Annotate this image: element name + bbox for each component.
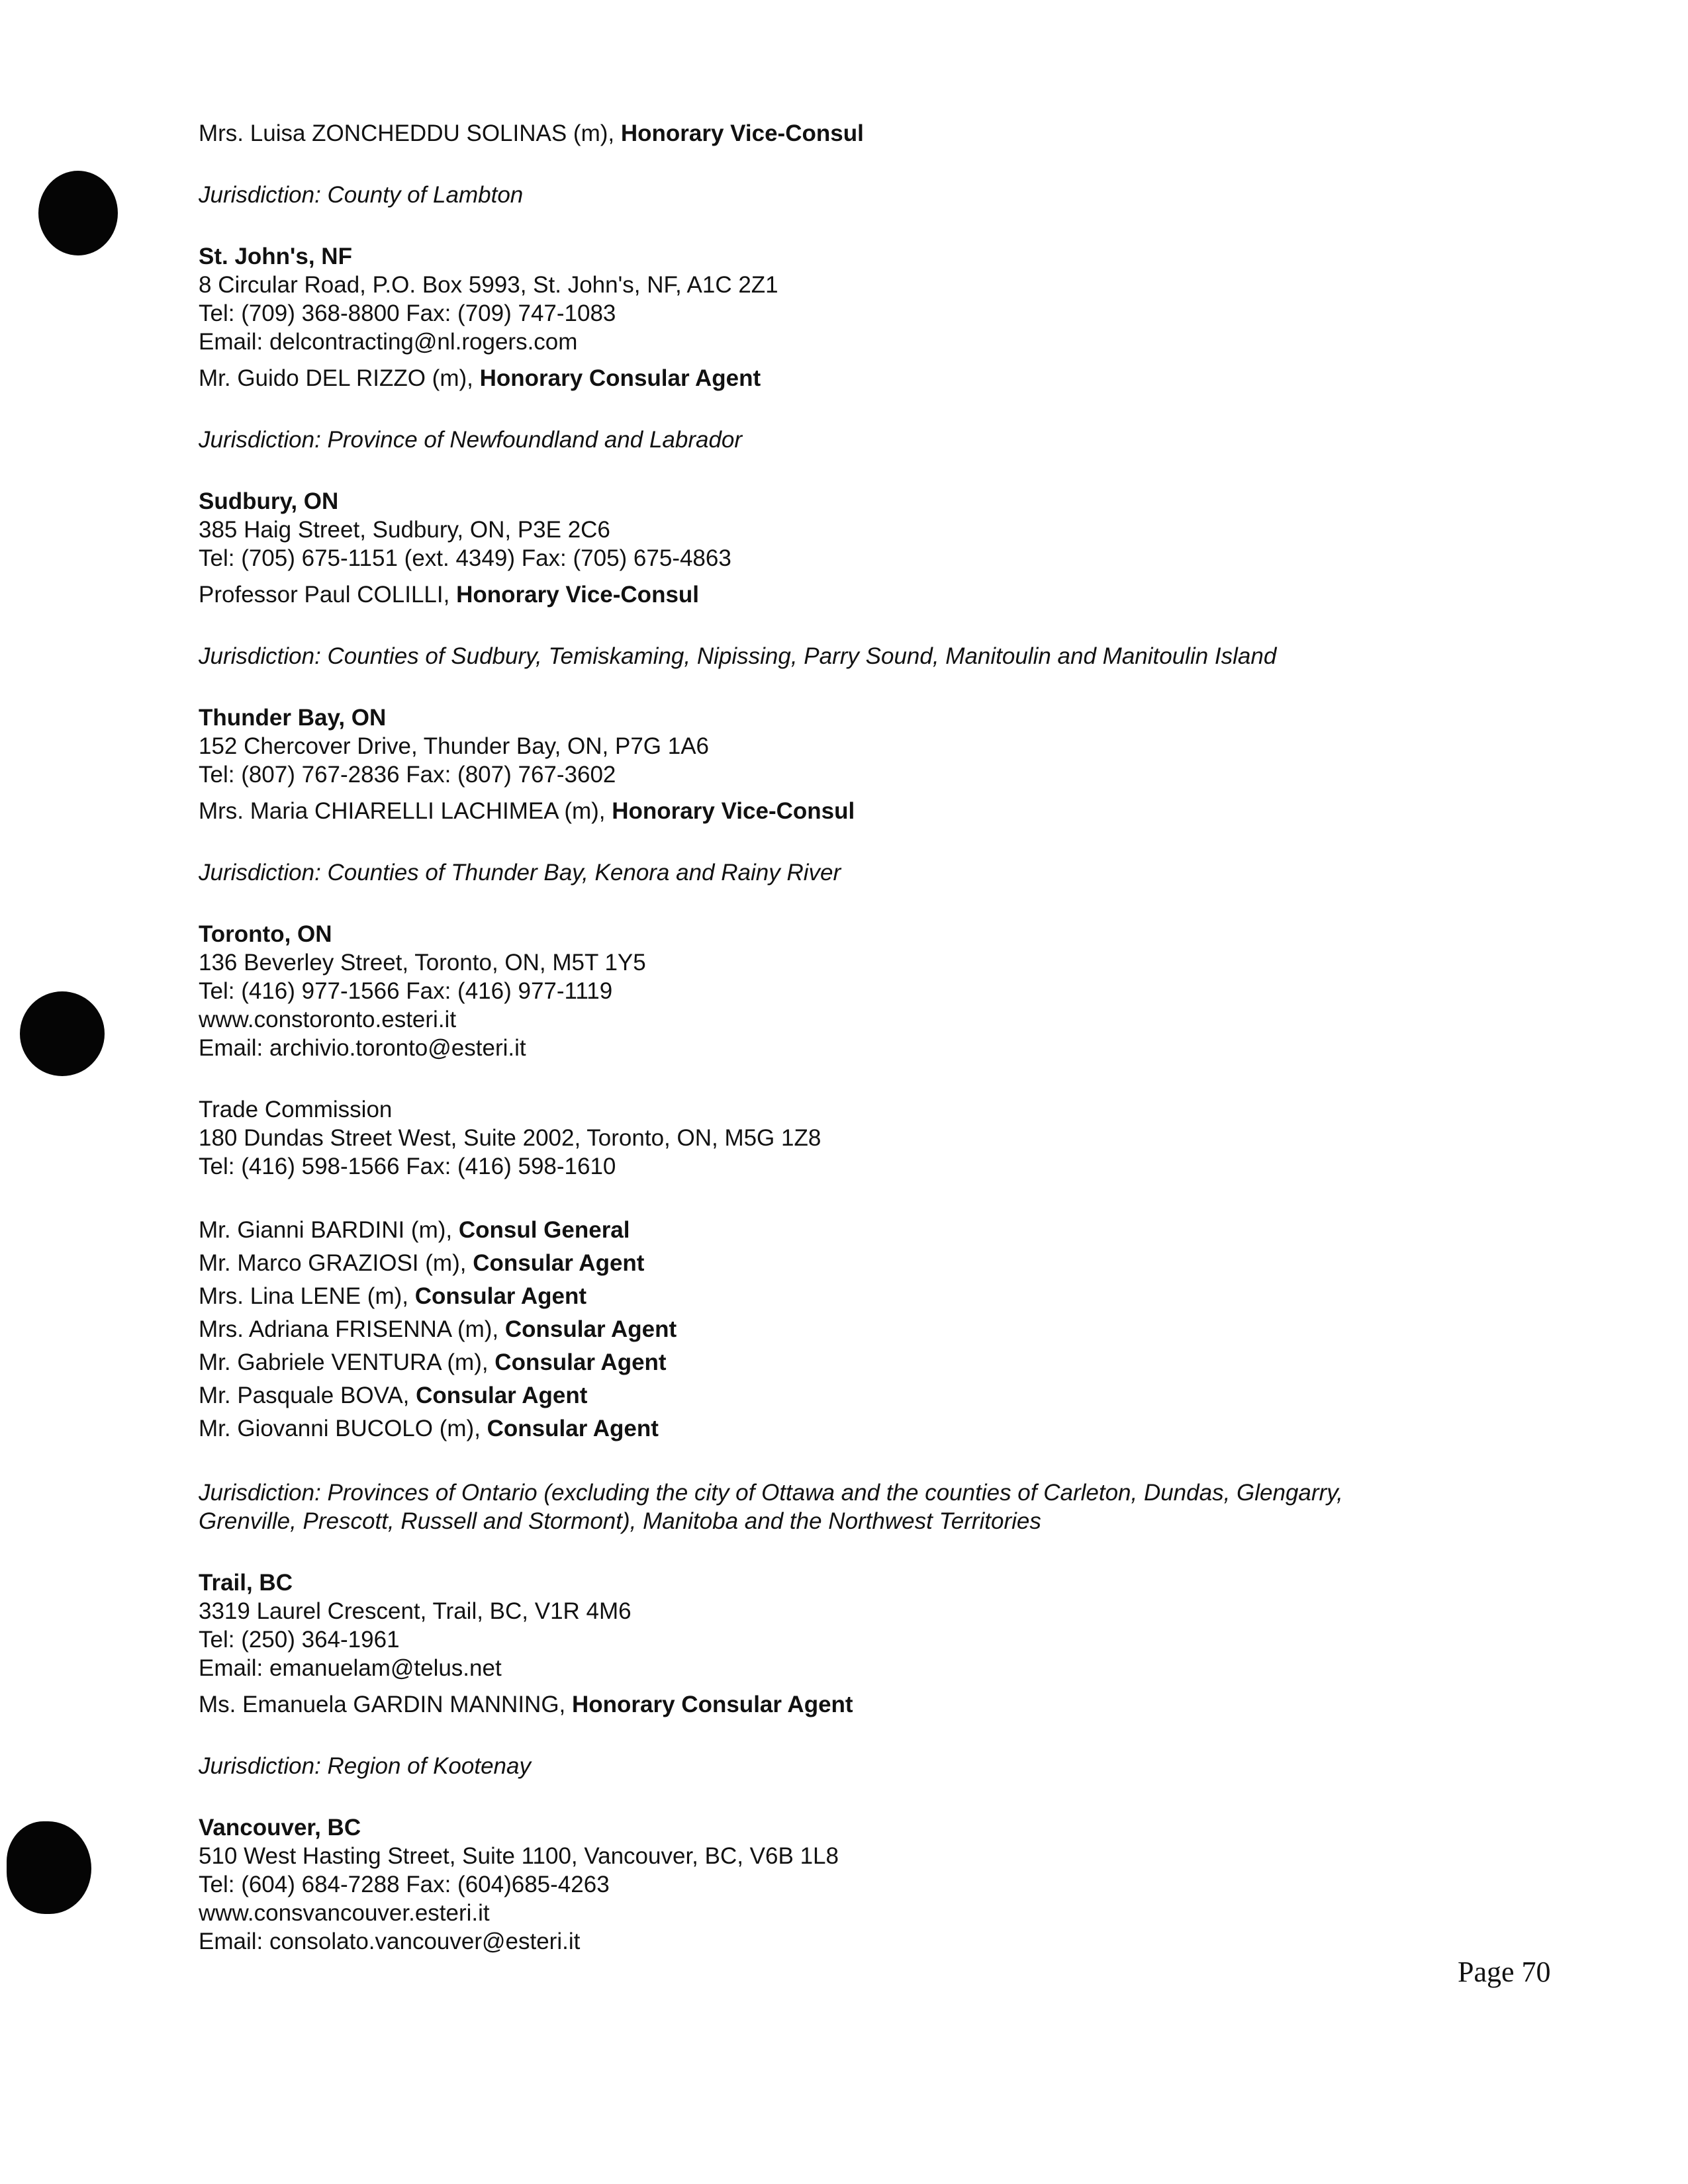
phone-fax: Tel: (807) 767-2836 Fax: (807) 767-3602: [199, 762, 616, 788]
city-heading: Vancouver, BC: [199, 1815, 361, 1841]
website-link[interactable]: www.consvancouver.esteri.it: [199, 1900, 490, 1926]
trade-address: 180 Dundas Street West, Suite 2002, Toronto, ON, M5G 1Z8: [199, 1125, 821, 1151]
official-name: Mrs. Lina LENE (m),: [199, 1283, 415, 1309]
website-link[interactable]: www.constoronto.esteri.it: [199, 1007, 457, 1032]
officials-list: [199, 1214, 1509, 1445]
email: Email: delcontracting@nl.rogers.com: [199, 329, 578, 355]
jurisdiction: Jurisdiction: County of Lambton: [199, 182, 524, 208]
email: Email: emanuelam@telus.net: [199, 1655, 502, 1681]
jurisdiction-line-2: Grenville, Prescott, Russell and Stormont), Manitoba and the Northwest Territories: [199, 1508, 1041, 1534]
city-heading: Thunder Bay, ON: [199, 705, 387, 731]
official-name: Ms. Emanuela GARDIN MANNING,: [199, 1692, 572, 1717]
official-entry: [199, 1280, 1509, 1313]
official-title: Consular Agent: [487, 1416, 659, 1441]
punch-hole-top: [38, 171, 118, 255]
phone-fax: Tel: (709) 368-8800 Fax: (709) 747-1083: [199, 300, 616, 326]
trade-commission-heading: Trade Commission: [199, 1097, 393, 1122]
official-name: Mr. Giovanni BUCOLO (m),: [199, 1416, 487, 1441]
official-title: Honorary Consular Agent: [572, 1692, 853, 1717]
official-entry: [199, 119, 1509, 148]
jurisdiction: Jurisdiction: Province of Newfoundland and Labrador: [199, 427, 743, 453]
official-name: Mrs. Luisa ZONCHEDDU SOLINAS (m),: [199, 120, 621, 146]
address: 510 West Hasting Street, Suite 1100, Vancouver, BC, V6B 1L8: [199, 1843, 839, 1869]
address: 385 Haig Street, Sudbury, ON, P3E 2C6: [199, 517, 610, 543]
official-entry: [199, 1214, 1509, 1247]
official-title: Consular Agent: [494, 1349, 667, 1375]
official-entry: [199, 364, 1509, 392]
official-name: Mr. Pasquale BOVA,: [199, 1383, 416, 1408]
official-name: Mr. Marco GRAZIOSI (m),: [199, 1250, 473, 1276]
address: 8 Circular Road, P.O. Box 5993, St. John's, NF, A1C 2Z1: [199, 272, 778, 298]
phone-fax: Tel: (604) 684-7288 Fax: (604)685-4263: [199, 1872, 610, 1897]
official-title: Consular Agent: [473, 1250, 645, 1276]
trade-phone-fax: Tel: (416) 598-1566 Fax: (416) 598-1610: [199, 1154, 616, 1179]
official-name: Mr. Guido DEL RIZZO (m),: [199, 365, 480, 391]
official-name: Professor Paul COLILLI,: [199, 582, 457, 608]
phone: Tel: (250) 364-1961: [199, 1627, 400, 1653]
official-title: Consul General: [458, 1217, 630, 1243]
official-name: Mr. Gianni BARDINI (m),: [199, 1217, 459, 1243]
official-entry: [199, 1313, 1509, 1346]
document-body: [199, 119, 1509, 1956]
official-entry: [199, 1690, 1509, 1719]
phone-fax: Tel: (416) 977-1566 Fax: (416) 977-1119: [199, 978, 613, 1004]
official-entry: [199, 797, 1509, 825]
punch-hole-middle: [20, 991, 105, 1076]
city-heading: St. John's, NF: [199, 244, 352, 269]
official-title: Honorary Vice-Consul: [456, 582, 700, 608]
address: 3319 Laurel Crescent, Trail, BC, V1R 4M6: [199, 1598, 632, 1624]
page-number: Page 70: [1458, 1956, 1551, 1988]
jurisdiction: Jurisdiction: Counties of Thunder Bay, Kenora and Rainy River: [199, 860, 841, 886]
email: Email: consolato.vancouver@esteri.it: [199, 1929, 581, 1954]
address: 152 Chercover Drive, Thunder Bay, ON, P7G 1A6: [199, 733, 710, 759]
city-heading: Trail, BC: [199, 1570, 293, 1596]
city-heading: Toronto, ON: [199, 921, 332, 947]
email: Email: archivio.toronto@esteri.it: [199, 1035, 526, 1061]
address: 136 Beverley Street, Toronto, ON, M5T 1Y5: [199, 950, 646, 976]
jurisdiction: Jurisdiction: Counties of Sudbury, Temiskaming, Nipissing, Parry Sound, Manitoulin and Manitoulin Island: [199, 643, 1277, 669]
jurisdiction-line-1: Jurisdiction: Provinces of Ontario (excluding the city of Ottawa and the counties of Carleton, Dundas, Glengarry,: [199, 1480, 1343, 1506]
official-name: Mr. Gabriele VENTURA (m),: [199, 1349, 495, 1375]
official-entry: [199, 580, 1509, 609]
official-name: Mrs. Maria CHIARELLI LACHIMEA (m),: [199, 798, 612, 824]
official-entry: [199, 1346, 1509, 1379]
phone-fax: Tel: (705) 675-1151 (ext. 4349) Fax: (705) 675-4863: [199, 545, 731, 571]
official-title: Honorary Consular Agent: [479, 365, 761, 391]
official-title: Honorary Vice-Consul: [620, 120, 864, 146]
official-entry: [199, 1412, 1509, 1445]
punch-hole-bottom: [7, 1821, 91, 1914]
official-name: Mrs. Adriana FRISENNA (m),: [199, 1316, 505, 1342]
official-title: Consular Agent: [504, 1316, 677, 1342]
official-entry: [199, 1379, 1509, 1412]
official-title: Consular Agent: [416, 1383, 588, 1408]
official-title: Honorary Vice-Consul: [612, 798, 855, 824]
jurisdiction: Jurisdiction: Region of Kootenay: [199, 1753, 531, 1779]
official-entry: [199, 1247, 1509, 1280]
city-heading: Sudbury, ON: [199, 488, 339, 514]
official-title: Consular Agent: [414, 1283, 587, 1309]
